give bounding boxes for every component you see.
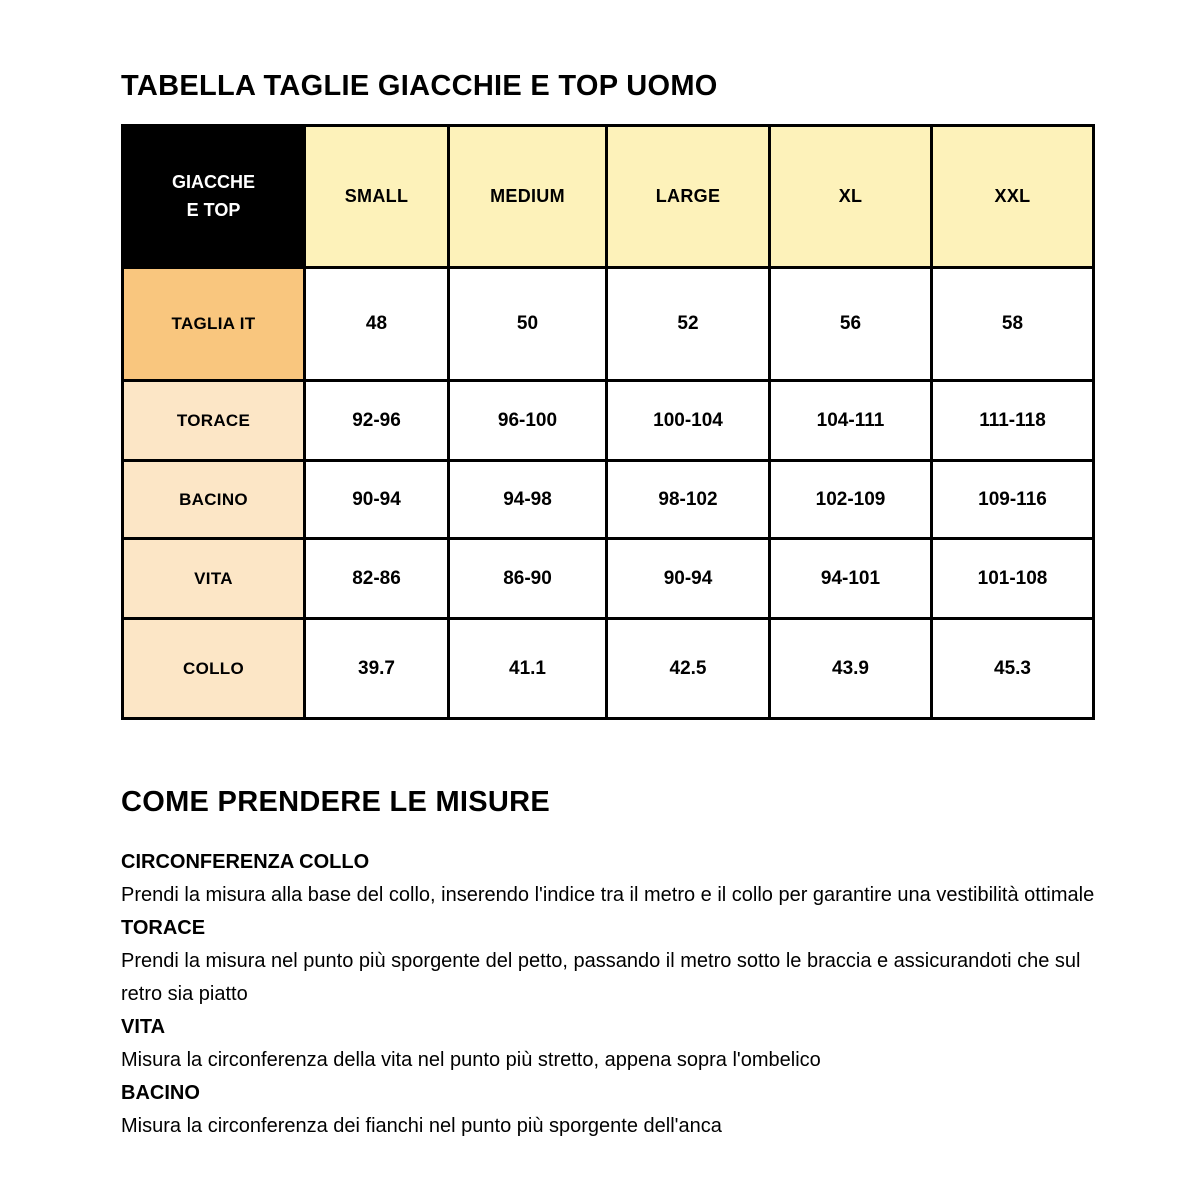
guide-desc-vita: Misura la circonferenza della vita nel punto più stretto, appena sopra l'ombelico [121,1049,821,1071]
row-label-torace: TORACE [123,381,305,461]
cell-vita-xxl: 101-108 [932,539,1094,619]
cell-vita-medium: 86-90 [449,539,607,619]
table-corner-cell [123,126,305,268]
cell-bacino-small: 90-94 [305,461,449,539]
cell-torace-medium: 96-100 [449,381,607,461]
cell-collo-large: 42.5 [607,619,770,719]
cell-vita-xl: 94-101 [770,539,932,619]
guide-desc-torace: Prendi la misura nel punto più sporgente del petto, passando il metro sotto le braccia e assicurandoti che sul retro sia piatto [121,950,1081,1005]
table-row-bacino [123,461,1094,539]
row-label-collo: COLLO [123,619,305,719]
cell-taglia-xxl: 58 [932,268,1094,381]
cell-bacino-xxl: 109-116 [932,461,1094,539]
corner-line-1: GIACCHE [171,171,255,192]
cell-vita-small: 82-86 [305,539,449,619]
cell-bacino-medium: 94-98 [449,461,607,539]
guide-term-bacino: BACINO [121,1082,200,1104]
table-row-torace [123,381,1094,461]
page-title: TABELLA TAGLIE GIACCHIE E TOP UOMO [121,70,718,102]
row-label-taglia-it: TAGLIA IT [123,268,305,381]
column-header-large: LARGE [607,126,770,268]
cell-torace-small: 92-96 [305,381,449,461]
corner-line-2: E TOP [186,199,241,220]
cell-torace-xxl: 111-118 [932,381,1094,461]
table-row-vita [123,539,1094,619]
guide-desc-circonferenza-collo: Prendi la misura alla base del collo, inserendo l'indice tra il metro e il collo per garantire una vestibilità ottimale [121,884,1095,906]
cell-taglia-medium: 50 [449,268,607,381]
cell-vita-large: 90-94 [607,539,770,619]
measure-guide-title: COME PRENDERE LE MISURE [121,786,551,818]
table-row-taglia-it [123,268,1094,381]
table-row-collo [123,619,1094,719]
row-label-bacino: BACINO [123,461,305,539]
column-header-medium: MEDIUM [449,126,607,268]
size-table-header-row [123,126,1094,268]
guide-term-circonferenza-collo: CIRCONFERENZA COLLO [121,851,370,873]
cell-collo-xxl: 45.3 [932,619,1094,719]
size-table [121,124,1095,720]
cell-collo-medium: 41.1 [449,619,607,719]
measure-guide [121,846,1116,1143]
cell-collo-xl: 43.9 [770,619,932,719]
cell-torace-large: 100-104 [607,381,770,461]
guide-term-torace: TORACE [121,917,206,939]
guide-desc-bacino: Misura la circonferenza dei fianchi nel punto più sporgente dell'anca [121,1115,722,1137]
cell-bacino-large: 98-102 [607,461,770,539]
column-header-small: SMALL [305,126,449,268]
column-header-xxl: XXL [932,126,1094,268]
cell-torace-xl: 104-111 [770,381,932,461]
guide-term-vita: VITA [121,1016,166,1038]
column-header-xl: XL [770,126,932,268]
cell-collo-small: 39.7 [305,619,449,719]
cell-taglia-large: 52 [607,268,770,381]
row-label-vita: VITA [123,539,305,619]
cell-taglia-small: 48 [305,268,449,381]
cell-bacino-xl: 102-109 [770,461,932,539]
cell-taglia-xl: 56 [770,268,932,381]
